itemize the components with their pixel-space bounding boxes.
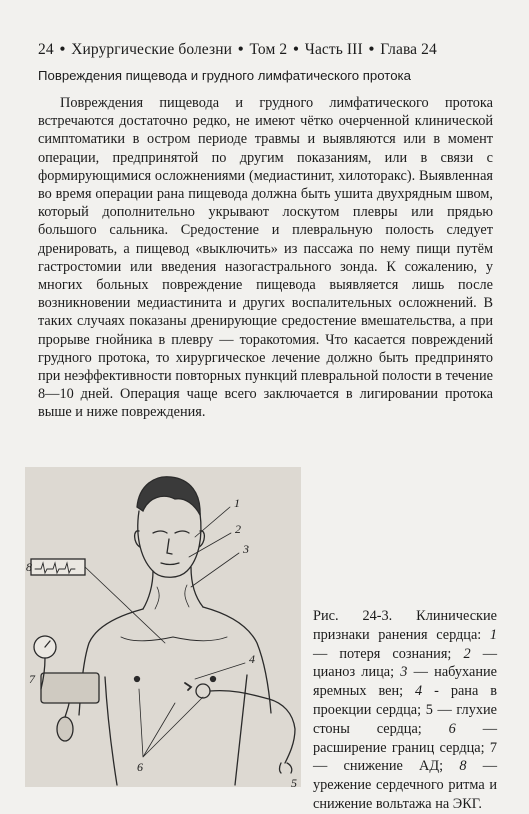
volume-label: Том 2 <box>249 41 288 58</box>
body-paragraph: Повреждения пищевода и грудного лимфатического протока встречаются достаточно редко, не имеют чётко очерченной клинической симптоматики в остром периоде травмы и выявляются или в момент операции, предпринятой по другим показаниям, или в связи с формирующимися осложнениями (медиастинит, хилоторакс). Выявленная во время операции рана пищевода должна быть ушита двухрядным швом, который дополнительно укрывают лоскутом плевры или прядью большого сальника. Средостение и плевральную полость следует дренировать, а пищевод «выключить» из пассажа по нему пищи путём гастростомии или введения назогастрального зонда. К сожалению, у многих больных повреждение пищевода выявляется лишь после возникновении медиастинита и других воспалительных осложнений. В таких случаях показаны дренирующие средостение вмешательства, а при прорыве гнойника в плевру — торакотомия. Что касается повреждений грудного протока, то хирургическое лечение должно быть предпринято при неэффективности повторных пункций плевральной полости в течение 8—10 дней. Операция чаще всего заключается в лигировании протока выше и ниже повреждения. <box>38 95 493 421</box>
figure-label-2: 2 <box>235 522 241 536</box>
figure-caption <box>313 607 497 814</box>
bp-cuff <box>41 673 99 703</box>
heart-wound-drawing <box>25 467 301 787</box>
caption-text: — набухание яремных вен; <box>313 664 497 700</box>
ecg-strip-box <box>31 559 85 575</box>
caption-text: - рана в проекции сердца; <box>313 683 497 718</box>
left-nipple <box>135 677 140 682</box>
figure-illustration <box>25 467 301 787</box>
bp-bulb <box>57 717 73 741</box>
caption-text: Рис. 24-3. Клинические признаки ранения сердца: <box>313 608 497 643</box>
caption-text: — расширение границ сердца; <box>313 720 497 756</box>
caption-text: — потеря сознания; <box>313 645 464 662</box>
caption-number: 5 <box>425 701 433 718</box>
figure-label-1: 1 <box>234 496 240 510</box>
caption-number: 6 <box>448 720 456 737</box>
bullet-separator: • <box>59 41 66 58</box>
caption-number: 4 <box>415 683 423 700</box>
chapter-label: Глава 24 <box>380 41 437 58</box>
figure-label-8: 8 <box>26 560 32 574</box>
caption-number: 3 <box>400 664 408 681</box>
book-title: Хирургические болезни <box>71 41 232 58</box>
caption-number: 2 <box>463 645 471 662</box>
bullet-separator: • <box>238 41 244 58</box>
bullet-separator: • <box>368 41 375 58</box>
bullet-separator: • <box>293 41 299 58</box>
caption-number: 8 <box>459 758 467 775</box>
figure-label-3: 3 <box>243 542 249 556</box>
caption-number: 7 <box>489 739 497 756</box>
figure-label-7: 7 <box>29 672 35 686</box>
running-header <box>38 41 493 59</box>
caption-text: — урежение сердечного ритма и снижение вольтажа на ЭКГ. <box>313 758 497 812</box>
section-title: Повреждения пищевода и грудного лимфатического протока <box>38 68 411 83</box>
caption-text: — глухие стоны сердца; <box>313 701 497 737</box>
figure-label-5: 5 <box>291 776 297 787</box>
figure-label-6: 6 <box>137 760 143 774</box>
caption-text: — снижение АД; <box>313 758 460 775</box>
caption-number: 1 <box>489 626 497 643</box>
right-nipple <box>211 677 216 682</box>
page-number: 24 <box>38 41 54 58</box>
body-text <box>38 94 493 422</box>
figure-label-4: 4 <box>249 652 255 666</box>
caption-text: — цианоз лица; <box>313 645 498 681</box>
part-label: Часть III <box>304 41 363 58</box>
